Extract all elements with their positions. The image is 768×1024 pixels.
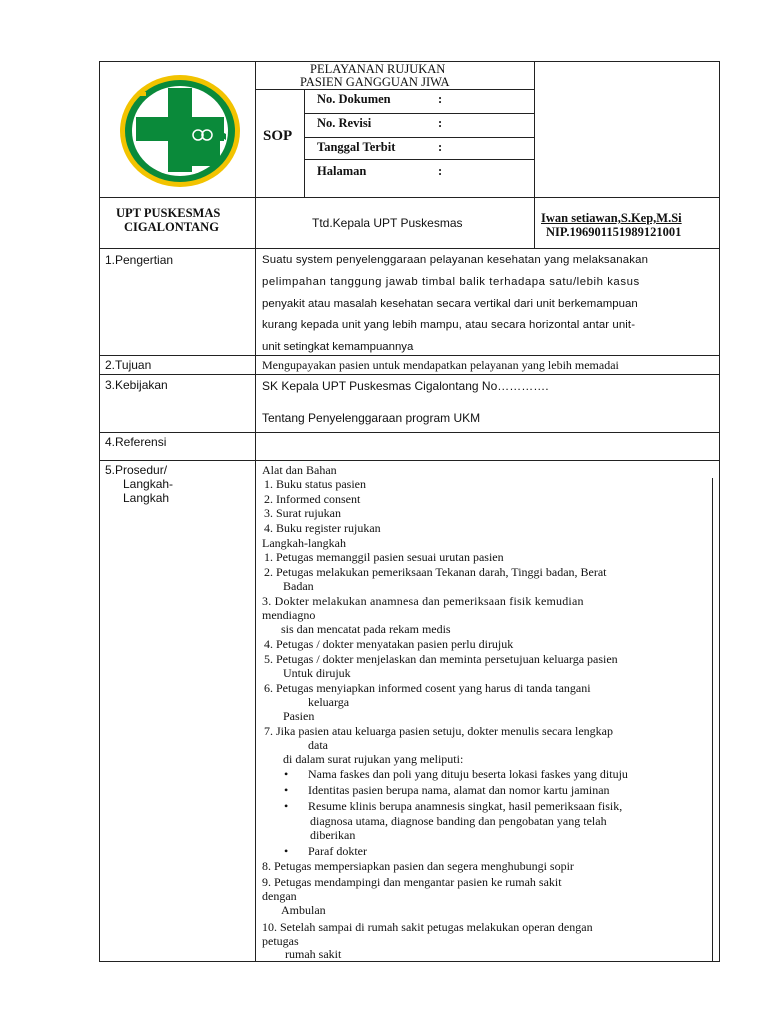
prosedur-line: Badan bbox=[283, 579, 314, 593]
section-label-prosedur: 5.Prosedur/ bbox=[105, 463, 168, 477]
signer-name: Iwan setiawan,S.Kep,M.Si bbox=[541, 211, 682, 225]
prosedur-line: Resume klinis berupa anamnesis singkat, hasil pemeriksaan fisik, bbox=[308, 799, 623, 813]
sop-label: SOP bbox=[263, 128, 293, 144]
bullet-icon: • bbox=[284, 767, 289, 781]
prosedur-line: diagnosa utama, diagnose banding dan pengobatan yang telah bbox=[310, 814, 607, 828]
prosedur-line: 4. Buku register rujukan bbox=[264, 521, 381, 535]
section-label-referensi: 4.Referensi bbox=[105, 435, 167, 449]
bullet-icon: • bbox=[284, 844, 289, 858]
prosedur-line: 6. Petugas menyiapkan informed cosent yang harus di tanda tangani bbox=[264, 681, 591, 695]
kebijakan-line2: Tentang Penyelenggaraan program UKM bbox=[262, 411, 481, 425]
pengertian-line: Suatu system penyelenggaraan pelayanan kesehatan yang melaksanakan bbox=[262, 254, 649, 266]
prosedur-line: diberikan bbox=[310, 828, 356, 842]
section-label-pengertian: 1.Pengertian bbox=[105, 253, 174, 267]
field-halaman-colon: : bbox=[438, 164, 443, 178]
signer-nip: NIP.196901151989121001 bbox=[546, 225, 682, 239]
puskesmas-logo bbox=[118, 72, 242, 190]
prosedur-line: data bbox=[308, 738, 328, 752]
prosedur-line: Langkah-langkah bbox=[262, 536, 346, 550]
prosedur-line: Untuk dirujuk bbox=[283, 666, 351, 680]
prosedur-line: Pasien bbox=[283, 709, 315, 723]
prosedur-line: 2. Petugas melakukan pemeriksaan Tekanan darah, Tinggi badan, Berat bbox=[264, 565, 607, 579]
prosedur-line: 1. Buku status pasien bbox=[264, 477, 366, 491]
prosedur-line: 4. Petugas / dokter menyatakan pasien perlu dirujuk bbox=[264, 637, 514, 651]
pengertian-line: penyakit atau masalah kesehatan secara vertikal dari unit berkemampuan bbox=[262, 298, 638, 310]
prosedur-line: 1. Petugas memanggil pasien sesuai urutan pasien bbox=[264, 550, 504, 564]
prosedur-line: mendiagno bbox=[262, 608, 316, 622]
prosedur-line: Alat dan Bahan bbox=[262, 463, 337, 477]
org-name-line2: CIGALONTANG bbox=[124, 220, 219, 234]
field-no-dokumen-colon: : bbox=[438, 92, 443, 106]
field-tanggal-terbit-label: Tanggal Terbit bbox=[317, 140, 396, 154]
section-label-prosedur-3: Langkah bbox=[123, 491, 170, 505]
prosedur-line: Identitas pasien berupa nama, alamat dan nomor kartu jaminan bbox=[308, 783, 610, 797]
section-label-tujuan: 2.Tujuan bbox=[105, 358, 152, 372]
prosedur-line: 7. Jika pasien atau keluarga pasien setuju, dokter menulis secara lengkap bbox=[264, 724, 613, 738]
tujuan-text: Mengupayakan pasien untuk mendapatkan pelayanan yang lebih memadai bbox=[262, 358, 619, 372]
section-label-kebijakan: 3.Kebijakan bbox=[105, 378, 168, 392]
prosedur-line: sis dan mencatat pada rekam medis bbox=[281, 622, 451, 636]
bullet-icon: • bbox=[284, 783, 289, 797]
pengertian-line: unit setingkat kemampuannya bbox=[262, 341, 414, 353]
org-name-line1: UPT PUSKESMAS bbox=[116, 206, 221, 220]
prosedur-line: dengan bbox=[262, 889, 297, 903]
field-no-dokumen-label: No. Dokumen bbox=[317, 92, 391, 106]
prosedur-line: rumah sakit bbox=[285, 947, 342, 961]
prosedur-line: petugas bbox=[262, 934, 299, 948]
pengertian-line: pelimpahan tanggung jawab timbal balik terhadapa satu/lebih kasus bbox=[262, 276, 640, 288]
field-no-revisi-label: No. Revisi bbox=[317, 116, 372, 130]
kebijakan-line1: SK Kepala UPT Puskesmas Cigalontang No…………. bbox=[262, 379, 549, 393]
prosedur-line: di dalam surat rujukan yang meliputi: bbox=[283, 752, 464, 766]
prosedur-line: 10. Setelah sampai di rumah sakit petugas melakukan operan dengan bbox=[262, 920, 593, 934]
field-no-revisi-colon: : bbox=[438, 116, 443, 130]
document-title-line2: PASIEN GANGGUAN JIWA bbox=[300, 75, 450, 89]
prosedur-line: Paraf dokter bbox=[308, 844, 367, 858]
prosedur-line: 5. Petugas / dokter menjelaskan dan meminta persetujuan keluarga pasien bbox=[264, 652, 618, 666]
document-title-line1: PELAYANAN RUJUKAN bbox=[310, 62, 446, 76]
prosedur-line: 3. Dokter melakukan anamnesa dan pemeriksaan fisik kemudian bbox=[262, 594, 584, 608]
prosedur-line: 3. Surat rujukan bbox=[264, 506, 341, 520]
prosedur-line: 9. Petugas mendampingi dan mengantar pasien ke rumah sakit bbox=[262, 875, 562, 889]
field-tanggal-terbit-colon: : bbox=[438, 140, 443, 154]
prosedur-line: keluarga bbox=[308, 695, 350, 709]
signature-text: Ttd.Kepala UPT Puskesmas bbox=[312, 216, 463, 230]
prosedur-line: Ambulan bbox=[281, 903, 326, 917]
section-label-prosedur-2: Langkah- bbox=[123, 477, 174, 491]
prosedur-line: 8. Petugas mempersiapkan pasien dan segera menghubungi sopir bbox=[262, 859, 574, 873]
field-halaman-label: Halaman bbox=[317, 164, 367, 178]
pengertian-line: kurang kepada unit yang lebih mampu, atau secara horizontal antar unit- bbox=[262, 319, 636, 331]
bullet-icon: • bbox=[284, 799, 289, 813]
prosedur-line: 2. Informed consent bbox=[264, 492, 361, 506]
prosedur-line: Nama faskes dan poli yang dituju beserta lokasi faskes yang dituju bbox=[308, 767, 628, 781]
